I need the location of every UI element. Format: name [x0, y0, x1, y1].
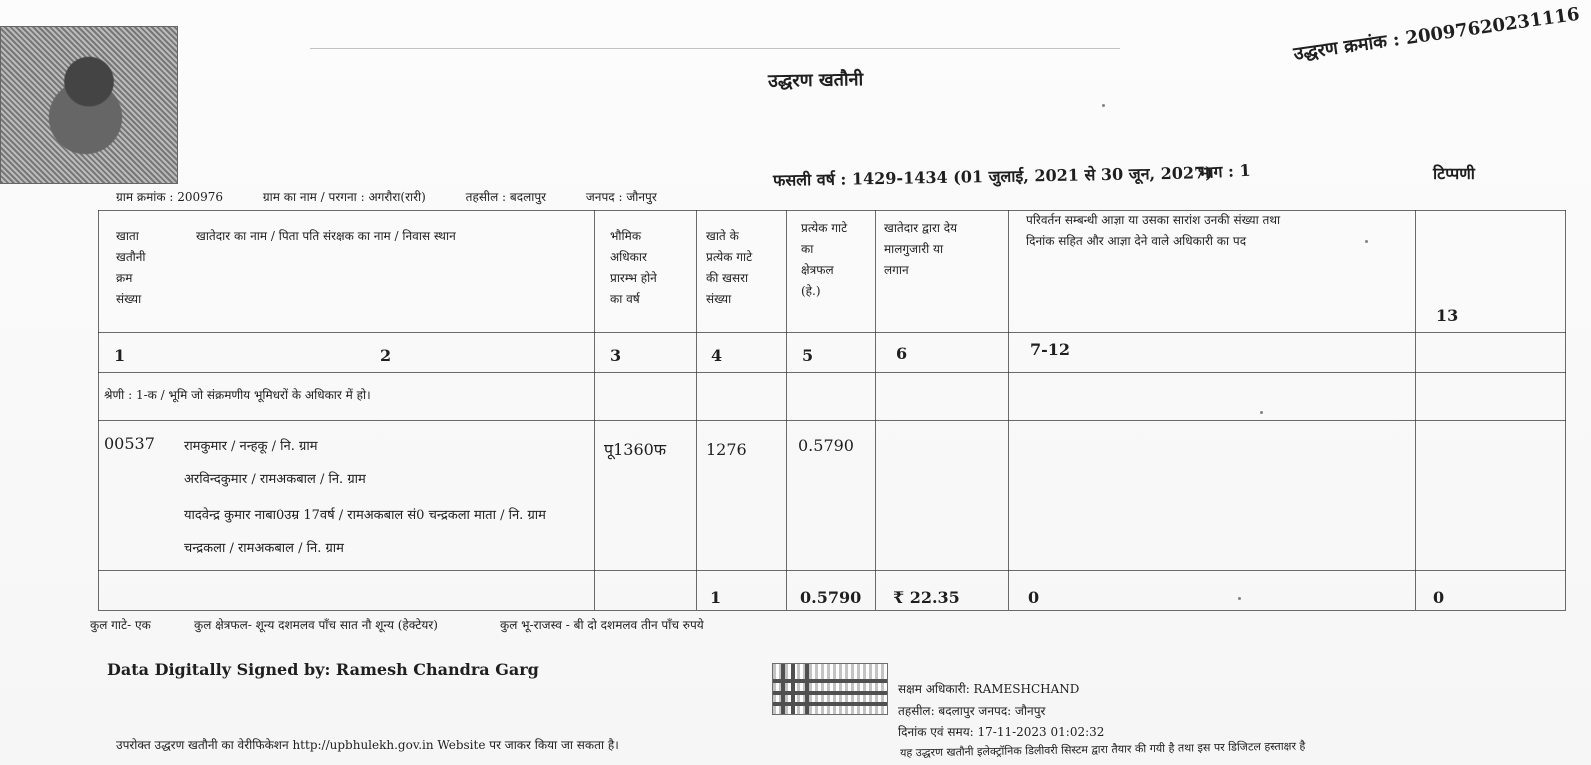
col7-line [1008, 210, 1009, 610]
serial-value: 20097620231116 [1404, 3, 1581, 50]
digital-signature: Data Digitally Signed by: Ramesh Chandra Garg [107, 660, 539, 679]
column-number-7-12: 7-12 [1030, 340, 1071, 359]
total-remark: 0 [1433, 588, 1445, 607]
owner-name-4: चन्द्रकला / रामअकबाल / नि. ग्राम [184, 541, 344, 556]
table-left-line [98, 210, 99, 610]
village-code: ग्राम क्रमांक : 200976 [116, 190, 224, 204]
electronic-note: यह उद्धरण खतौनी इलेक्ट्रॉनिक डिलीवरी सिस्टम द्वारा तैयार की गयी है तथा इस पर डिजिटल हस्ताक्षर है [899, 739, 1306, 760]
owner-photo [0, 26, 178, 184]
col3-header: भौमिक अधिकार प्रारम्भ होने का वर्ष [610, 229, 657, 306]
officer-name: सक्षम अधिकारी: RAMESHCHAND [898, 682, 1080, 696]
officer-details [898, 679, 1104, 744]
col2-header: खातेदार का नाम / पिता पति संरक्षक का नाम / निवास स्थान [196, 229, 456, 243]
location-header [116, 188, 693, 205]
verification-note: उपरोक्त उद्धरण खतौनी का वेरीफिकेशन http://upbhulekh.gov.in Website पर जाकर किया जा सकता है। [116, 738, 619, 752]
col4-header: खाते के प्रत्येक गाटे की खसरा संख्या [706, 229, 753, 306]
serial-number [1292, 2, 1581, 66]
signature-timestamp: दिनांक एवं समय: 17-11-2023 01:02:32 [898, 725, 1105, 740]
scan-dot [1102, 104, 1105, 107]
plot-area: 0.5790 [798, 436, 854, 455]
col8-header: टिप्पणी [1433, 164, 1475, 183]
owner-name-2: अरविन्दकुमार / रामअकबाल / नि. ग्राम [184, 472, 366, 487]
col6-header: खातेदार द्वारा देय मालगुजारी या लगान [884, 221, 958, 277]
column-number-2: 2 [380, 346, 392, 365]
district: जनपद : जौनपुर [585, 190, 657, 204]
column-number-4: 4 [711, 346, 723, 365]
col4-line [696, 210, 697, 610]
category-text: श्रेणी : 1-क / भूमि जो संक्रमणीय भूमिधरों के अधिकार में हो। [104, 388, 371, 402]
total-count: 1 [710, 588, 722, 607]
khasra-number: 1276 [706, 440, 747, 459]
col5-header: प्रत्येक गाटे का क्षेत्रफल (हे.) [801, 221, 848, 298]
total-area: 0.5790 [800, 588, 862, 607]
total-change: 0 [1028, 588, 1040, 607]
total-revenue: ₹ 22.35 [893, 588, 960, 607]
qr-code [772, 663, 888, 715]
column-number-line [98, 372, 1566, 373]
scan-dot [1365, 240, 1368, 243]
col7-header: परिवर्तन सम्बन्धी आज्ञा या उसका सारांश उनकी संख्या तथा दिनांक सहित और आज्ञा देने वाले अधिकारी का पद [1026, 213, 1281, 248]
column-number-5: 5 [802, 346, 814, 365]
owner-name-3: यादवेन्द्र कुमार नाबा0उम्र 17वर्ष / रामअकबाल सं0 चन्द्रकला माता / नि. ग्राम [184, 508, 546, 523]
column-number-3: 3 [610, 346, 622, 365]
tehsil: तहसील : बदलापुर [465, 190, 547, 204]
village-name: ग्राम का नाम / परगना : अगरौरा(रारी) [262, 190, 426, 204]
scan-dot [1260, 411, 1263, 414]
total-area-text: कुल क्षेत्रफल- शून्य दशमलव पाँच सात नौ शून्य (हेक्टेयर) [194, 618, 438, 632]
header-bottom-line [98, 332, 1566, 333]
fasli-year: फसली वर्ष : 1429-1434 (01 जुलाई, 2021 से 30 जून, 2027) [772, 163, 1213, 190]
owner-name-1: रामकुमार / नन्हकू / नि. ग्राम [184, 439, 318, 454]
right-year: पू1360फ [604, 440, 667, 459]
column-number-13: 13 [1436, 306, 1459, 325]
khata-number: 00537 [104, 434, 155, 453]
table-right-line [1565, 210, 1566, 610]
col8-line [1415, 210, 1416, 610]
col3-line [594, 210, 595, 610]
col5-line [786, 210, 787, 610]
document-title: उद्धरण खतौनी [767, 69, 864, 92]
top-divider [310, 48, 1120, 49]
record-bottom-line [98, 570, 1566, 571]
serial-label: उद्धरण क्रमांक : [1292, 29, 1402, 65]
scan-dot [1238, 597, 1241, 600]
category-line [98, 420, 1566, 421]
col1-header: खाता खतौनी क्रम संख्या [116, 229, 146, 306]
total-plots-text: कुल गाटे- एक [90, 618, 151, 632]
part-number: भाग : 1 [1197, 160, 1252, 183]
column-number-1: 1 [114, 346, 126, 365]
column-number-6: 6 [896, 344, 908, 363]
officer-location: तहसील: बदलापुर जनपद: जौनपुर [898, 703, 1046, 718]
total-revenue-text: कुल भू-राजस्व - बी दो दशमलव तीन पाँच रुपये [500, 618, 704, 632]
